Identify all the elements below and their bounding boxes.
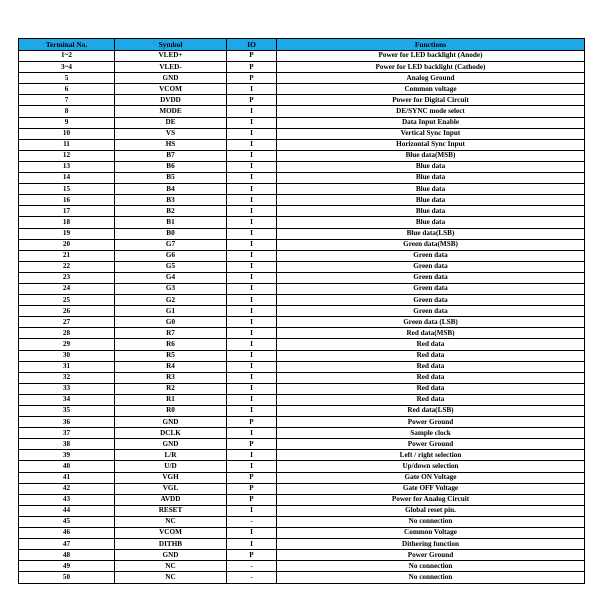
- cell-symbol: VLED-: [115, 62, 227, 73]
- cell-io: I: [227, 84, 277, 95]
- cell-terminal-no: 8: [19, 106, 115, 117]
- cell-function: Red data: [277, 394, 585, 405]
- cell-function: No connection: [277, 516, 585, 527]
- cell-function: Blue data: [277, 161, 585, 172]
- cell-terminal-no: 42: [19, 483, 115, 494]
- cell-function: Power for LED backlight (Cathode): [277, 62, 585, 73]
- cell-io: I: [227, 450, 277, 461]
- cell-terminal-no: 50: [19, 572, 115, 583]
- cell-symbol: G7: [115, 239, 227, 250]
- cell-symbol: B6: [115, 161, 227, 172]
- cell-terminal-no: 33: [19, 383, 115, 394]
- cell-terminal-no: 16: [19, 195, 115, 206]
- cell-symbol: VLED+: [115, 51, 227, 62]
- table-row: [19, 306, 585, 317]
- cell-symbol: GND: [115, 73, 227, 84]
- table-row: [19, 428, 585, 439]
- cell-terminal-no: 20: [19, 239, 115, 250]
- cell-terminal-no: 18: [19, 217, 115, 228]
- table-row: [19, 516, 585, 527]
- cell-io: I: [227, 339, 277, 350]
- cell-terminal-no: 30: [19, 350, 115, 361]
- cell-symbol: B7: [115, 150, 227, 161]
- table-row: [19, 550, 585, 561]
- cell-io: P: [227, 472, 277, 483]
- cell-terminal-no: 39: [19, 450, 115, 461]
- cell-terminal-no: 1~2: [19, 51, 115, 62]
- cell-symbol: R0: [115, 406, 227, 417]
- table-row: [19, 161, 585, 172]
- cell-function: Green data: [277, 306, 585, 317]
- cell-symbol: U/D: [115, 461, 227, 472]
- cell-terminal-no: 37: [19, 428, 115, 439]
- cell-io: -: [227, 561, 277, 572]
- cell-io: I: [227, 117, 277, 128]
- table-row: [19, 317, 585, 328]
- cell-function: Power for Digital Circuit: [277, 95, 585, 106]
- cell-terminal-no: 10: [19, 128, 115, 139]
- cell-symbol: GND: [115, 439, 227, 450]
- table-row: [19, 195, 585, 206]
- cell-symbol: GND: [115, 550, 227, 561]
- cell-terminal-no: 24: [19, 283, 115, 294]
- cell-terminal-no: 11: [19, 139, 115, 150]
- cell-symbol: G4: [115, 272, 227, 283]
- cell-function: Power for Analog Circuit: [277, 494, 585, 505]
- cell-symbol: B3: [115, 195, 227, 206]
- cell-function: Red data: [277, 350, 585, 361]
- cell-terminal-no: 23: [19, 272, 115, 283]
- cell-terminal-no: 32: [19, 372, 115, 383]
- cell-function: Analog Ground: [277, 73, 585, 84]
- cell-io: I: [227, 206, 277, 217]
- cell-symbol: NC: [115, 516, 227, 527]
- cell-symbol: DCLK: [115, 428, 227, 439]
- cell-io: I: [227, 239, 277, 250]
- cell-io: P: [227, 417, 277, 428]
- cell-symbol: G2: [115, 295, 227, 306]
- cell-terminal-no: 36: [19, 417, 115, 428]
- cell-terminal-no: 21: [19, 250, 115, 261]
- table-header: [19, 39, 585, 51]
- cell-symbol: B4: [115, 184, 227, 195]
- cell-function: Power Ground: [277, 417, 585, 428]
- cell-function: Green data: [277, 261, 585, 272]
- cell-io: P: [227, 439, 277, 450]
- cell-io: I: [227, 228, 277, 239]
- table-row: [19, 494, 585, 505]
- cell-symbol: B0: [115, 228, 227, 239]
- cell-terminal-no: 47: [19, 539, 115, 550]
- table-row: [19, 561, 585, 572]
- cell-function: Red data: [277, 339, 585, 350]
- table-row: [19, 117, 585, 128]
- table-row: [19, 539, 585, 550]
- cell-symbol: G6: [115, 250, 227, 261]
- cell-symbol: DITHB: [115, 539, 227, 550]
- cell-function: Blue data(MSB): [277, 150, 585, 161]
- table-row: [19, 283, 585, 294]
- cell-io: I: [227, 184, 277, 195]
- cell-terminal-no: 17: [19, 206, 115, 217]
- column-header-functions: Functions: [277, 39, 585, 51]
- cell-io: I: [227, 150, 277, 161]
- cell-terminal-no: 48: [19, 550, 115, 561]
- table-row: [19, 228, 585, 239]
- cell-symbol: G1: [115, 306, 227, 317]
- table-row: [19, 106, 585, 117]
- cell-symbol: NC: [115, 572, 227, 583]
- cell-terminal-no: 25: [19, 295, 115, 306]
- cell-io: I: [227, 173, 277, 184]
- table-row: [19, 528, 585, 539]
- cell-io: P: [227, 494, 277, 505]
- cell-terminal-no: 13: [19, 161, 115, 172]
- table-body: [19, 51, 585, 584]
- cell-symbol: B2: [115, 206, 227, 217]
- cell-terminal-no: 14: [19, 173, 115, 184]
- cell-function: Blue data: [277, 217, 585, 228]
- cell-terminal-no: 15: [19, 184, 115, 195]
- cell-terminal-no: 19: [19, 228, 115, 239]
- cell-symbol: NC: [115, 561, 227, 572]
- table-row: [19, 84, 585, 95]
- cell-io: -: [227, 516, 277, 527]
- cell-symbol: VGL: [115, 483, 227, 494]
- cell-io: I: [227, 428, 277, 439]
- table-row: [19, 206, 585, 217]
- cell-symbol: DVDD: [115, 95, 227, 106]
- cell-io: I: [227, 461, 277, 472]
- cell-function: Common voltage: [277, 84, 585, 95]
- cell-terminal-no: 49: [19, 561, 115, 572]
- column-header-io: IO: [227, 39, 277, 51]
- cell-io: I: [227, 406, 277, 417]
- table-row: [19, 450, 585, 461]
- cell-function: Green data: [277, 250, 585, 261]
- cell-function: Red data: [277, 372, 585, 383]
- table-row: [19, 128, 585, 139]
- cell-io: P: [227, 51, 277, 62]
- cell-function: No connection: [277, 572, 585, 583]
- cell-symbol: AVDD: [115, 494, 227, 505]
- cell-io: I: [227, 328, 277, 339]
- cell-io: I: [227, 505, 277, 516]
- table-row: [19, 372, 585, 383]
- table-row: [19, 406, 585, 417]
- table-row: [19, 250, 585, 261]
- cell-function: Blue data(LSB): [277, 228, 585, 239]
- cell-io: -: [227, 572, 277, 583]
- cell-function: Blue data: [277, 173, 585, 184]
- cell-symbol: R4: [115, 361, 227, 372]
- cell-terminal-no: 34: [19, 394, 115, 405]
- cell-terminal-no: 43: [19, 494, 115, 505]
- cell-symbol: HS: [115, 139, 227, 150]
- cell-terminal-no: 26: [19, 306, 115, 317]
- cell-io: I: [227, 394, 277, 405]
- table-row: [19, 505, 585, 516]
- cell-io: I: [227, 283, 277, 294]
- table-row: [19, 150, 585, 161]
- cell-function: Horizontal Sync Input: [277, 139, 585, 150]
- cell-io: I: [227, 217, 277, 228]
- cell-symbol: VCOM: [115, 528, 227, 539]
- cell-io: I: [227, 372, 277, 383]
- table-row: [19, 472, 585, 483]
- cell-function: Common Voltage: [277, 528, 585, 539]
- cell-function: Left / right selection: [277, 450, 585, 461]
- cell-terminal-no: 31: [19, 361, 115, 372]
- cell-io: I: [227, 261, 277, 272]
- cell-symbol: MODE: [115, 106, 227, 117]
- table-row: [19, 173, 585, 184]
- cell-symbol: B5: [115, 173, 227, 184]
- table-row: [19, 184, 585, 195]
- cell-io: P: [227, 62, 277, 73]
- cell-terminal-no: 29: [19, 339, 115, 350]
- table-row: [19, 51, 585, 62]
- cell-io: I: [227, 361, 277, 372]
- cell-function: Gate ON Voltage: [277, 472, 585, 483]
- table-row: [19, 328, 585, 339]
- cell-terminal-no: 5: [19, 73, 115, 84]
- cell-terminal-no: 12: [19, 150, 115, 161]
- cell-function: Green data (LSB): [277, 317, 585, 328]
- cell-function: Gate OFF Voltage: [277, 483, 585, 494]
- cell-function: Red data: [277, 361, 585, 372]
- table-row: [19, 439, 585, 450]
- cell-io: I: [227, 528, 277, 539]
- cell-symbol: R6: [115, 339, 227, 350]
- cell-io: I: [227, 250, 277, 261]
- cell-io: P: [227, 95, 277, 106]
- cell-function: Red data: [277, 383, 585, 394]
- cell-function: DE/SYNC mode select: [277, 106, 585, 117]
- cell-symbol: VCOM: [115, 84, 227, 95]
- cell-io: I: [227, 128, 277, 139]
- cell-symbol: L/R: [115, 450, 227, 461]
- cell-terminal-no: 41: [19, 472, 115, 483]
- table-row: [19, 239, 585, 250]
- cell-function: Vertical Sync Input: [277, 128, 585, 139]
- cell-function: Blue data: [277, 206, 585, 217]
- cell-symbol: G3: [115, 283, 227, 294]
- cell-io: I: [227, 383, 277, 394]
- cell-function: Red data(LSB): [277, 406, 585, 417]
- table-row: [19, 483, 585, 494]
- header-row: [19, 39, 585, 51]
- cell-function: Data Input Enable: [277, 117, 585, 128]
- pinout-table: [18, 38, 585, 584]
- cell-io: I: [227, 139, 277, 150]
- cell-symbol: VS: [115, 128, 227, 139]
- cell-function: Global reset pin.: [277, 505, 585, 516]
- table-row: [19, 417, 585, 428]
- cell-terminal-no: 44: [19, 505, 115, 516]
- cell-terminal-no: 40: [19, 461, 115, 472]
- cell-function: Red data(MSB): [277, 328, 585, 339]
- cell-function: Green data: [277, 283, 585, 294]
- cell-io: I: [227, 195, 277, 206]
- cell-terminal-no: 38: [19, 439, 115, 450]
- cell-function: Green data(MSB): [277, 239, 585, 250]
- table-row: [19, 95, 585, 106]
- cell-function: Blue data: [277, 195, 585, 206]
- cell-function: Power Ground: [277, 439, 585, 450]
- cell-function: Green data: [277, 295, 585, 306]
- cell-io: I: [227, 350, 277, 361]
- cell-function: Sample clock: [277, 428, 585, 439]
- cell-symbol: R5: [115, 350, 227, 361]
- cell-io: I: [227, 272, 277, 283]
- cell-io: I: [227, 539, 277, 550]
- table-row: [19, 572, 585, 583]
- column-header-terminal-no: Terminal No.: [19, 39, 115, 51]
- cell-terminal-no: 6: [19, 84, 115, 95]
- table-row: [19, 62, 585, 73]
- cell-terminal-no: 27: [19, 317, 115, 328]
- table-row: [19, 383, 585, 394]
- cell-io: P: [227, 73, 277, 84]
- cell-terminal-no: 46: [19, 528, 115, 539]
- cell-terminal-no: 45: [19, 516, 115, 527]
- cell-terminal-no: 7: [19, 95, 115, 106]
- table-row: [19, 461, 585, 472]
- table-row: [19, 295, 585, 306]
- cell-symbol: VGH: [115, 472, 227, 483]
- cell-function: Power for LED backlight (Anode): [277, 51, 585, 62]
- cell-symbol: R1: [115, 394, 227, 405]
- cell-terminal-no: 9: [19, 117, 115, 128]
- cell-function: Power Ground: [277, 550, 585, 561]
- cell-io: P: [227, 550, 277, 561]
- cell-io: I: [227, 106, 277, 117]
- cell-symbol: DE: [115, 117, 227, 128]
- cell-terminal-no: 3~4: [19, 62, 115, 73]
- cell-io: I: [227, 306, 277, 317]
- table-row: [19, 361, 585, 372]
- cell-function: Green data: [277, 272, 585, 283]
- table-row: [19, 139, 585, 150]
- cell-io: I: [227, 161, 277, 172]
- table-row: [19, 217, 585, 228]
- table-row: [19, 272, 585, 283]
- cell-function: Dithering function: [277, 539, 585, 550]
- cell-symbol: G0: [115, 317, 227, 328]
- cell-function: Blue data: [277, 184, 585, 195]
- pinout-table-container: [18, 38, 584, 584]
- cell-io: I: [227, 295, 277, 306]
- column-header-symbol: Symbol: [115, 39, 227, 51]
- table-row: [19, 394, 585, 405]
- cell-symbol: RESET: [115, 505, 227, 516]
- cell-function: No connection: [277, 561, 585, 572]
- table-row: [19, 73, 585, 84]
- cell-symbol: R3: [115, 372, 227, 383]
- cell-symbol: B1: [115, 217, 227, 228]
- cell-symbol: R2: [115, 383, 227, 394]
- cell-terminal-no: 22: [19, 261, 115, 272]
- cell-symbol: R7: [115, 328, 227, 339]
- cell-symbol: G5: [115, 261, 227, 272]
- table-row: [19, 261, 585, 272]
- cell-function: Up/down selection: [277, 461, 585, 472]
- table-row: [19, 350, 585, 361]
- cell-io: P: [227, 483, 277, 494]
- cell-io: I: [227, 317, 277, 328]
- cell-terminal-no: 35: [19, 406, 115, 417]
- cell-symbol: GND: [115, 417, 227, 428]
- table-row: [19, 339, 585, 350]
- cell-terminal-no: 28: [19, 328, 115, 339]
